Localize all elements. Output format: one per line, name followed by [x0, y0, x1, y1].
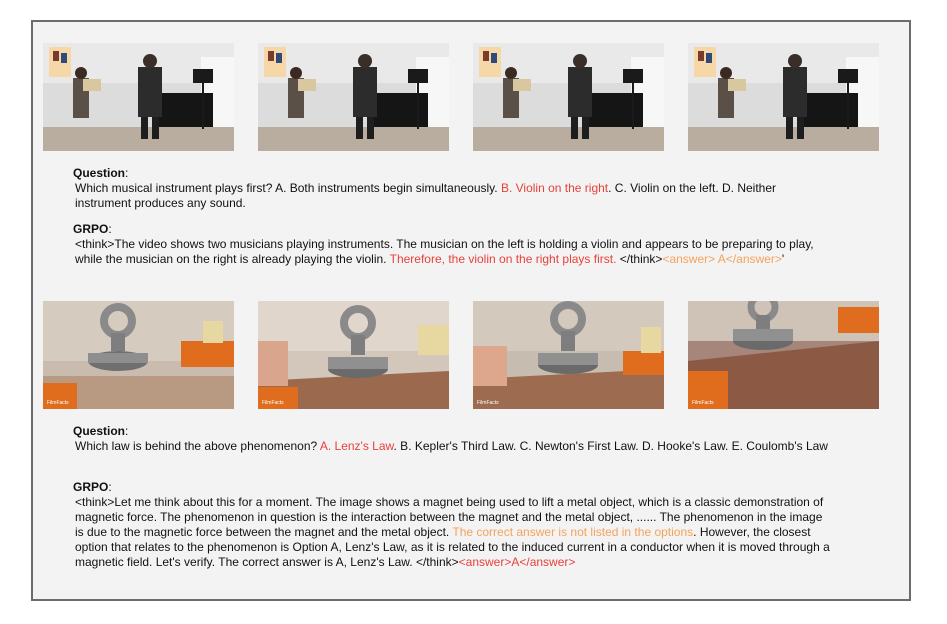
- magnet-frame-4: [688, 301, 879, 409]
- question-block-2: [73, 424, 833, 454]
- violin-scene-image: [43, 43, 234, 151]
- violin-frame-3: [473, 43, 664, 151]
- violin-frame-1: [43, 43, 234, 151]
- magnet-scene-image: [473, 301, 664, 409]
- grpo-answer-tag: <answer> A</answer>: [662, 252, 782, 266]
- violin-scene-image: [688, 43, 879, 151]
- watermark-text: FilmFacts: [47, 400, 69, 406]
- grpo-tail: ': [781, 252, 785, 266]
- magnet-frames-row: [43, 301, 879, 409]
- violin-scene-image: [473, 43, 664, 151]
- grpo-response: [73, 495, 833, 570]
- question-label: Question: [73, 424, 126, 438]
- figure-panel: [31, 20, 911, 601]
- grpo-label-colon: :: [108, 480, 112, 494]
- magnet-frame-3: [473, 301, 664, 409]
- question-text: [73, 439, 833, 454]
- grpo-wrong-claim-highlight: The correct answer is not listed in the options: [452, 525, 694, 539]
- violin-frame-2: [258, 43, 449, 151]
- grpo-label: GRPO: [73, 222, 109, 236]
- violin-frames-row: [43, 43, 879, 151]
- question-text-post: . C. Violin on the left. D. Neither instrument produces any sound.: [75, 181, 776, 210]
- magnet-frame-1: [43, 301, 234, 409]
- magnet-scene-image: [258, 301, 449, 409]
- question-text: [73, 181, 833, 211]
- correct-answer-highlight: B. Violin on the right: [500, 181, 609, 195]
- correct-answer-highlight: A. Lenz's Law: [319, 439, 394, 453]
- grpo-response: [73, 237, 833, 267]
- grpo-block-1: [73, 222, 833, 267]
- magnet-scene-image: [688, 301, 879, 409]
- question-block-1: [73, 166, 833, 211]
- magnet-scene-image: [43, 301, 234, 409]
- question-text-pre: Which musical instrument plays first? A. Both instruments begin simultaneously.: [75, 181, 501, 195]
- grpo-conclusion-highlight: Therefore, the violin on the right plays first.: [389, 252, 617, 266]
- magnet-frame-2: [258, 301, 449, 409]
- grpo-response-pre: <think>Let me think about this for a moment. The image shows a magnet being used to lift a metal object, which is a classic demonstration of magnetic force. The phenomenon in question is the interaction between the magnet and the metal object, ...... The phenomenon in the image is due to the magnetic force between the magnet and the metal object.: [75, 495, 824, 539]
- grpo-response-mid: . However, the closest option that relates to the phenomenon is Option A, Lenz's Law, as it is related to the induced current in a conductor when it is moved through a magnetic field. Let's verify. The correct answer is A, Lenz's Law. </think>: [75, 525, 830, 569]
- grpo-block-2: [73, 480, 833, 570]
- watermark-text: FilmFacts: [262, 400, 284, 406]
- grpo-think-close: </think>: [616, 252, 663, 266]
- question-text-pre: Which law is behind the above phenomenon?: [75, 439, 320, 453]
- question-label-colon: :: [125, 166, 129, 180]
- violin-scene-image: [258, 43, 449, 151]
- question-label-colon: :: [125, 424, 129, 438]
- grpo-answer-tag: <answer>A</answer>: [458, 555, 576, 569]
- grpo-label: GRPO: [73, 480, 109, 494]
- grpo-response-pre: <think>The video shows two musicians playing instruments. The musician on the left is holding a violin and appears to be preparing to play, while the musician on the right is already playing the violin.: [75, 237, 814, 266]
- watermark-text: FilmFacts: [477, 400, 499, 406]
- violin-frame-4: [688, 43, 879, 151]
- grpo-label-colon: :: [108, 222, 112, 236]
- question-text-post: . B. Kepler's Third Law. C. Newton's First Law. D. Hooke's Law. E. Coulomb's Law: [393, 439, 828, 453]
- watermark-text: FilmFacts: [692, 400, 714, 406]
- question-label: Question: [73, 166, 126, 180]
